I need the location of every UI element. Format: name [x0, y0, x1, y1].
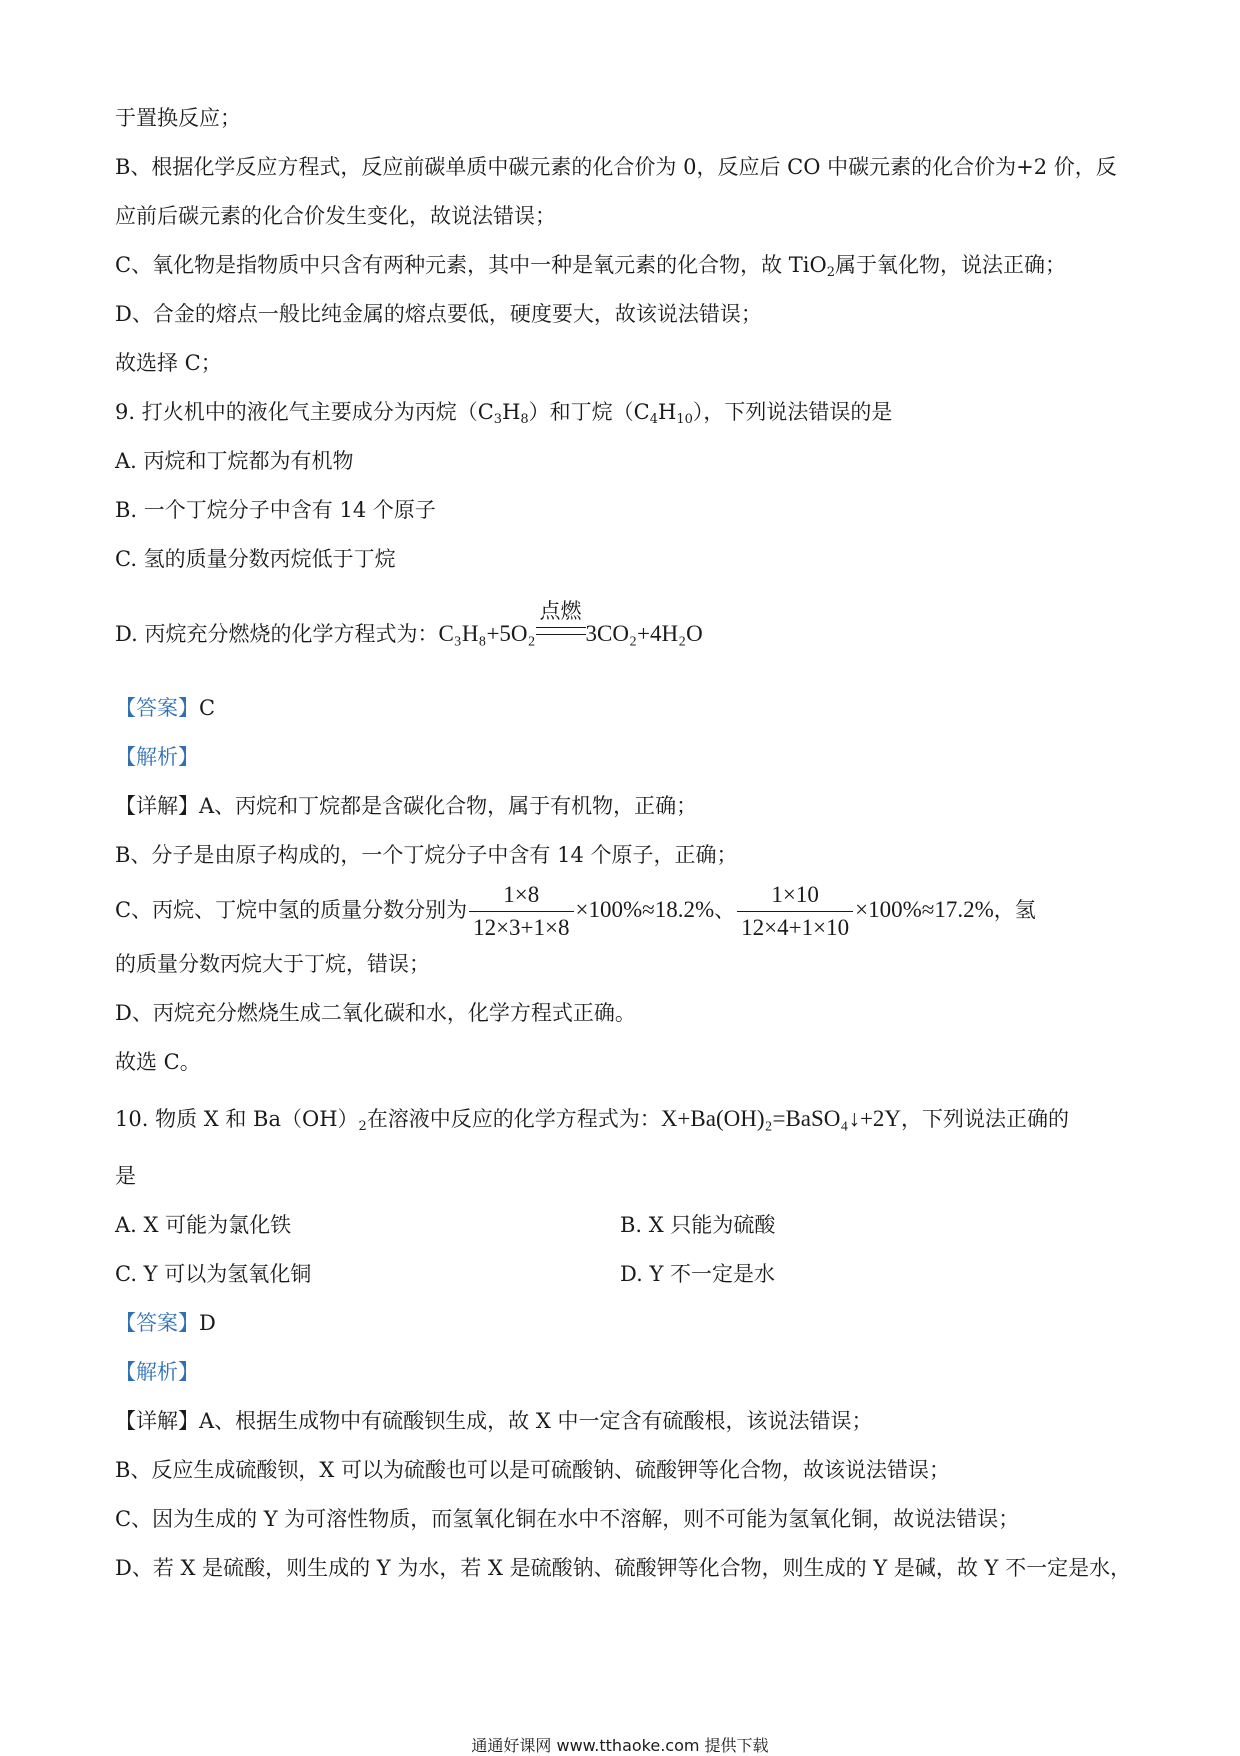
paragraph-line [115, 251, 1066, 279]
detail-line [115, 792, 697, 820]
paragraph-line: B、根据化学反应方程式，反应前碳单质中碳元素的化合价为 0，反应后 CO 中碳元素的化合价为+2 价，反 [115, 155, 1117, 179]
question-10-option-d: D. Y 不一定是水 [620, 1262, 775, 1286]
combustion-equation-lhs: C₃H₈+5O₂ [438, 621, 536, 646]
text: 10. 物质 X 和 Ba（OH） [115, 1107, 359, 1131]
answer-line [115, 1309, 216, 1337]
question-9-option-b: B. 一个丁烷分子中含有 14 个原子 [115, 498, 436, 522]
detail-line: D、丙烷充分燃烧生成二氧化碳和水，化学方程式正确。 [115, 1001, 636, 1025]
fraction-result: ×100%≈17.2% [855, 897, 994, 922]
answer-label: 【答案】 [115, 696, 199, 720]
detail-label: 【详解】 [115, 794, 199, 818]
detail-label: 【详解】 [115, 1409, 199, 1433]
paragraph-line: 故选择 C； [115, 351, 222, 375]
equals-bars [536, 627, 586, 635]
fraction-denominator: 12×4+1×10 [741, 915, 850, 940]
answer-label: 【答案】 [115, 1311, 199, 1335]
question-9-option-c: C. 氢的质量分数丙烷低于丁烷 [115, 547, 396, 571]
fraction-denominator: 12×3+1×8 [473, 915, 570, 940]
answer-value: D [199, 1311, 216, 1335]
answer-value: C [199, 696, 216, 720]
detail-line [115, 1407, 872, 1435]
paragraph-line: D、合金的熔点一般比纯金属的熔点要低，硬度要大，故该说法错误； [115, 302, 762, 326]
paragraph-line: 于置换反应； [115, 106, 241, 130]
detail-line: 故选 C。 [115, 1050, 201, 1074]
detail-line-fractions [115, 880, 1036, 942]
text: C、氧化物是指物质中只含有两种元素，其中一种是氧元素的化合物，故 TiO [115, 253, 827, 277]
question-9-stem [115, 398, 892, 426]
detail-line: D、若 X 是硫酸，则生成的 Y 为水，若 X 是硫酸钠、硫酸钾等化合物，则生成的 Y 是碱，故 Y 不一定是水， [115, 1556, 1132, 1580]
condition-text: 点燃 [539, 599, 582, 623]
text: H [658, 400, 677, 424]
text: ），下列说法错误的是 [692, 400, 893, 424]
answer-line [115, 694, 215, 722]
text: 属于氧化物，说法正确； [834, 253, 1066, 277]
option-label: D. 丙烷充分燃烧的化学方程式为： [115, 622, 439, 646]
question-9-option-d [115, 599, 703, 648]
question-9-option-a: A. 丙烷和丁烷都为有机物 [115, 449, 354, 473]
fraction-propane [469, 881, 573, 942]
subscript: 3 [493, 412, 503, 427]
separator: 、 [714, 898, 736, 922]
fraction-numerator: 1×8 [469, 881, 573, 912]
paragraph-line: 应前后碳元素的化合价发生变化，故说法错误； [115, 204, 556, 228]
text: A、根据生成物中有硫酸钡生成，故 X 中一定含有硫酸根，该说法错误； [199, 1409, 873, 1433]
subscript: 4 [649, 412, 659, 427]
analysis-label: 【解析】 [115, 745, 199, 769]
question-10-option-b: B. X 只能为硫酸 [620, 1213, 776, 1237]
footer-watermark: 通通好课网 www.tthaoke.com 提供下载 [471, 1736, 769, 1755]
fraction-butane [737, 881, 853, 942]
detail-line: C、因为生成的 Y 为可溶性物质，而氢氧化铜在水中不溶解，则不可能为氢氧化铜，故说法错误； [115, 1507, 1020, 1531]
text: ）和丁烷（C [528, 400, 650, 424]
text: ，氢 [993, 898, 1036, 922]
reaction-equation: X+Ba(OH)₂=BaSO₄↓+2Y [660, 1106, 902, 1131]
text: 在溶液中反应的化学方程式为： [366, 1107, 661, 1131]
fraction-result: ×100%≈18.2% [575, 897, 715, 922]
detail-line: 的质量分数丙烷大于丁烷，错误； [115, 952, 430, 976]
detail-line: B、分子是由原子构成的，一个丁烷分子中含有 14 个原子，正确； [115, 843, 738, 867]
combustion-equation-rhs: 3CO₂+4H₂O [585, 621, 703, 646]
subscript: 10 [676, 412, 693, 427]
subscript: 8 [520, 412, 529, 427]
text: A、丙烷和丁烷都是含碳化合物，属于有机物，正确； [199, 794, 698, 818]
reaction-condition [536, 599, 586, 641]
subscript: 2 [358, 1119, 367, 1134]
fraction-numerator: 1×10 [737, 881, 853, 912]
text: H [502, 400, 521, 424]
analysis-label: 【解析】 [115, 1360, 199, 1384]
detail-line: B、反应生成硫酸钡，X 可以为硫酸也可以是可硫酸钠、硫酸钾等化合物，故该说法错误； [115, 1458, 951, 1482]
question-10-stem-cont: 是 [115, 1164, 136, 1188]
question-10-stem [115, 1105, 1069, 1133]
subscript: 2 [826, 265, 835, 280]
text: C、丙烷、丁烷中氢的质量分数分别为 [115, 898, 468, 922]
question-10-option-c: C. Y 可以为氢氧化铜 [115, 1262, 312, 1286]
text: ，下列说法正确的 [901, 1107, 1070, 1131]
question-10-option-a: A. X 可能为氯化铁 [115, 1213, 292, 1237]
text: 9. 打火机中的液化气主要成分为丙烷（C [115, 400, 494, 424]
